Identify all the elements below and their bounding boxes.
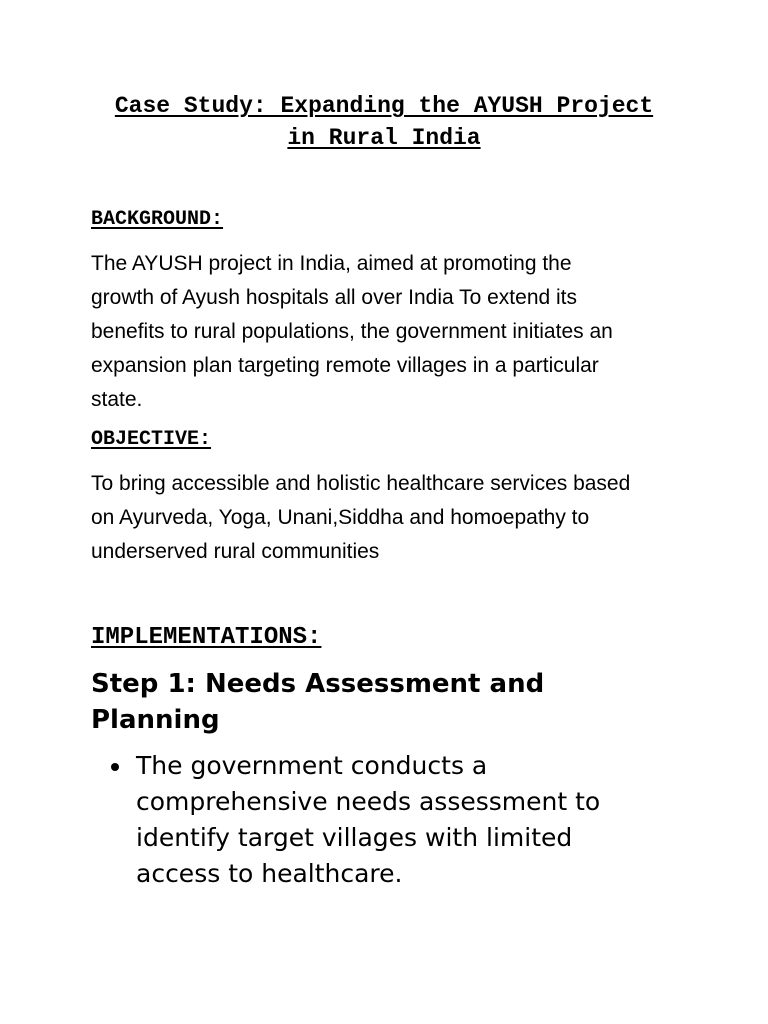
document-title-line: in Rural India [287,125,481,151]
paragraph-line: on Ayurveda, Yoga, Unani,Siddha and homoepathy to [91,506,590,529]
bullet-line: comprehensive needs assessment to [136,787,601,816]
objective-paragraph [91,467,691,569]
bullet-line: identify target villages with limited [136,823,573,852]
step1-heading [91,666,691,738]
paragraph-line: underserved rural communities [91,540,380,563]
background-heading: BACKGROUND: [91,208,224,231]
document-title [84,90,684,154]
objective-heading: OBJECTIVE: [91,428,212,451]
document-title-line: Case Study: Expanding the AYUSH Project [114,93,654,119]
implementations-heading: IMPLEMENTATIONS: [91,624,322,651]
background-paragraph [91,247,691,417]
paragraph-line: To bring accessible and holistic healthcare services based [91,472,631,495]
bullet-item [91,748,691,892]
paragraph-line: growth of Ayush hospitals all over India To extend its [91,286,578,309]
bullet-dot-icon [111,763,119,771]
step1-bullet-list [91,748,691,892]
bullet-line: The government conducts a [136,751,488,780]
bullet-line: access to healthcare. [136,859,403,888]
paragraph-line: state. [91,388,143,411]
step1-heading-line: Planning [91,705,220,735]
paragraph-line: expansion plan targeting remote villages in a particular [91,354,599,377]
paragraph-line: benefits to rural populations, the government initiates an [91,320,613,343]
step1-heading-line: Step 1: Needs Assessment and [91,669,545,699]
paragraph-line: The AYUSH project in India, aimed at promoting the [91,252,572,275]
